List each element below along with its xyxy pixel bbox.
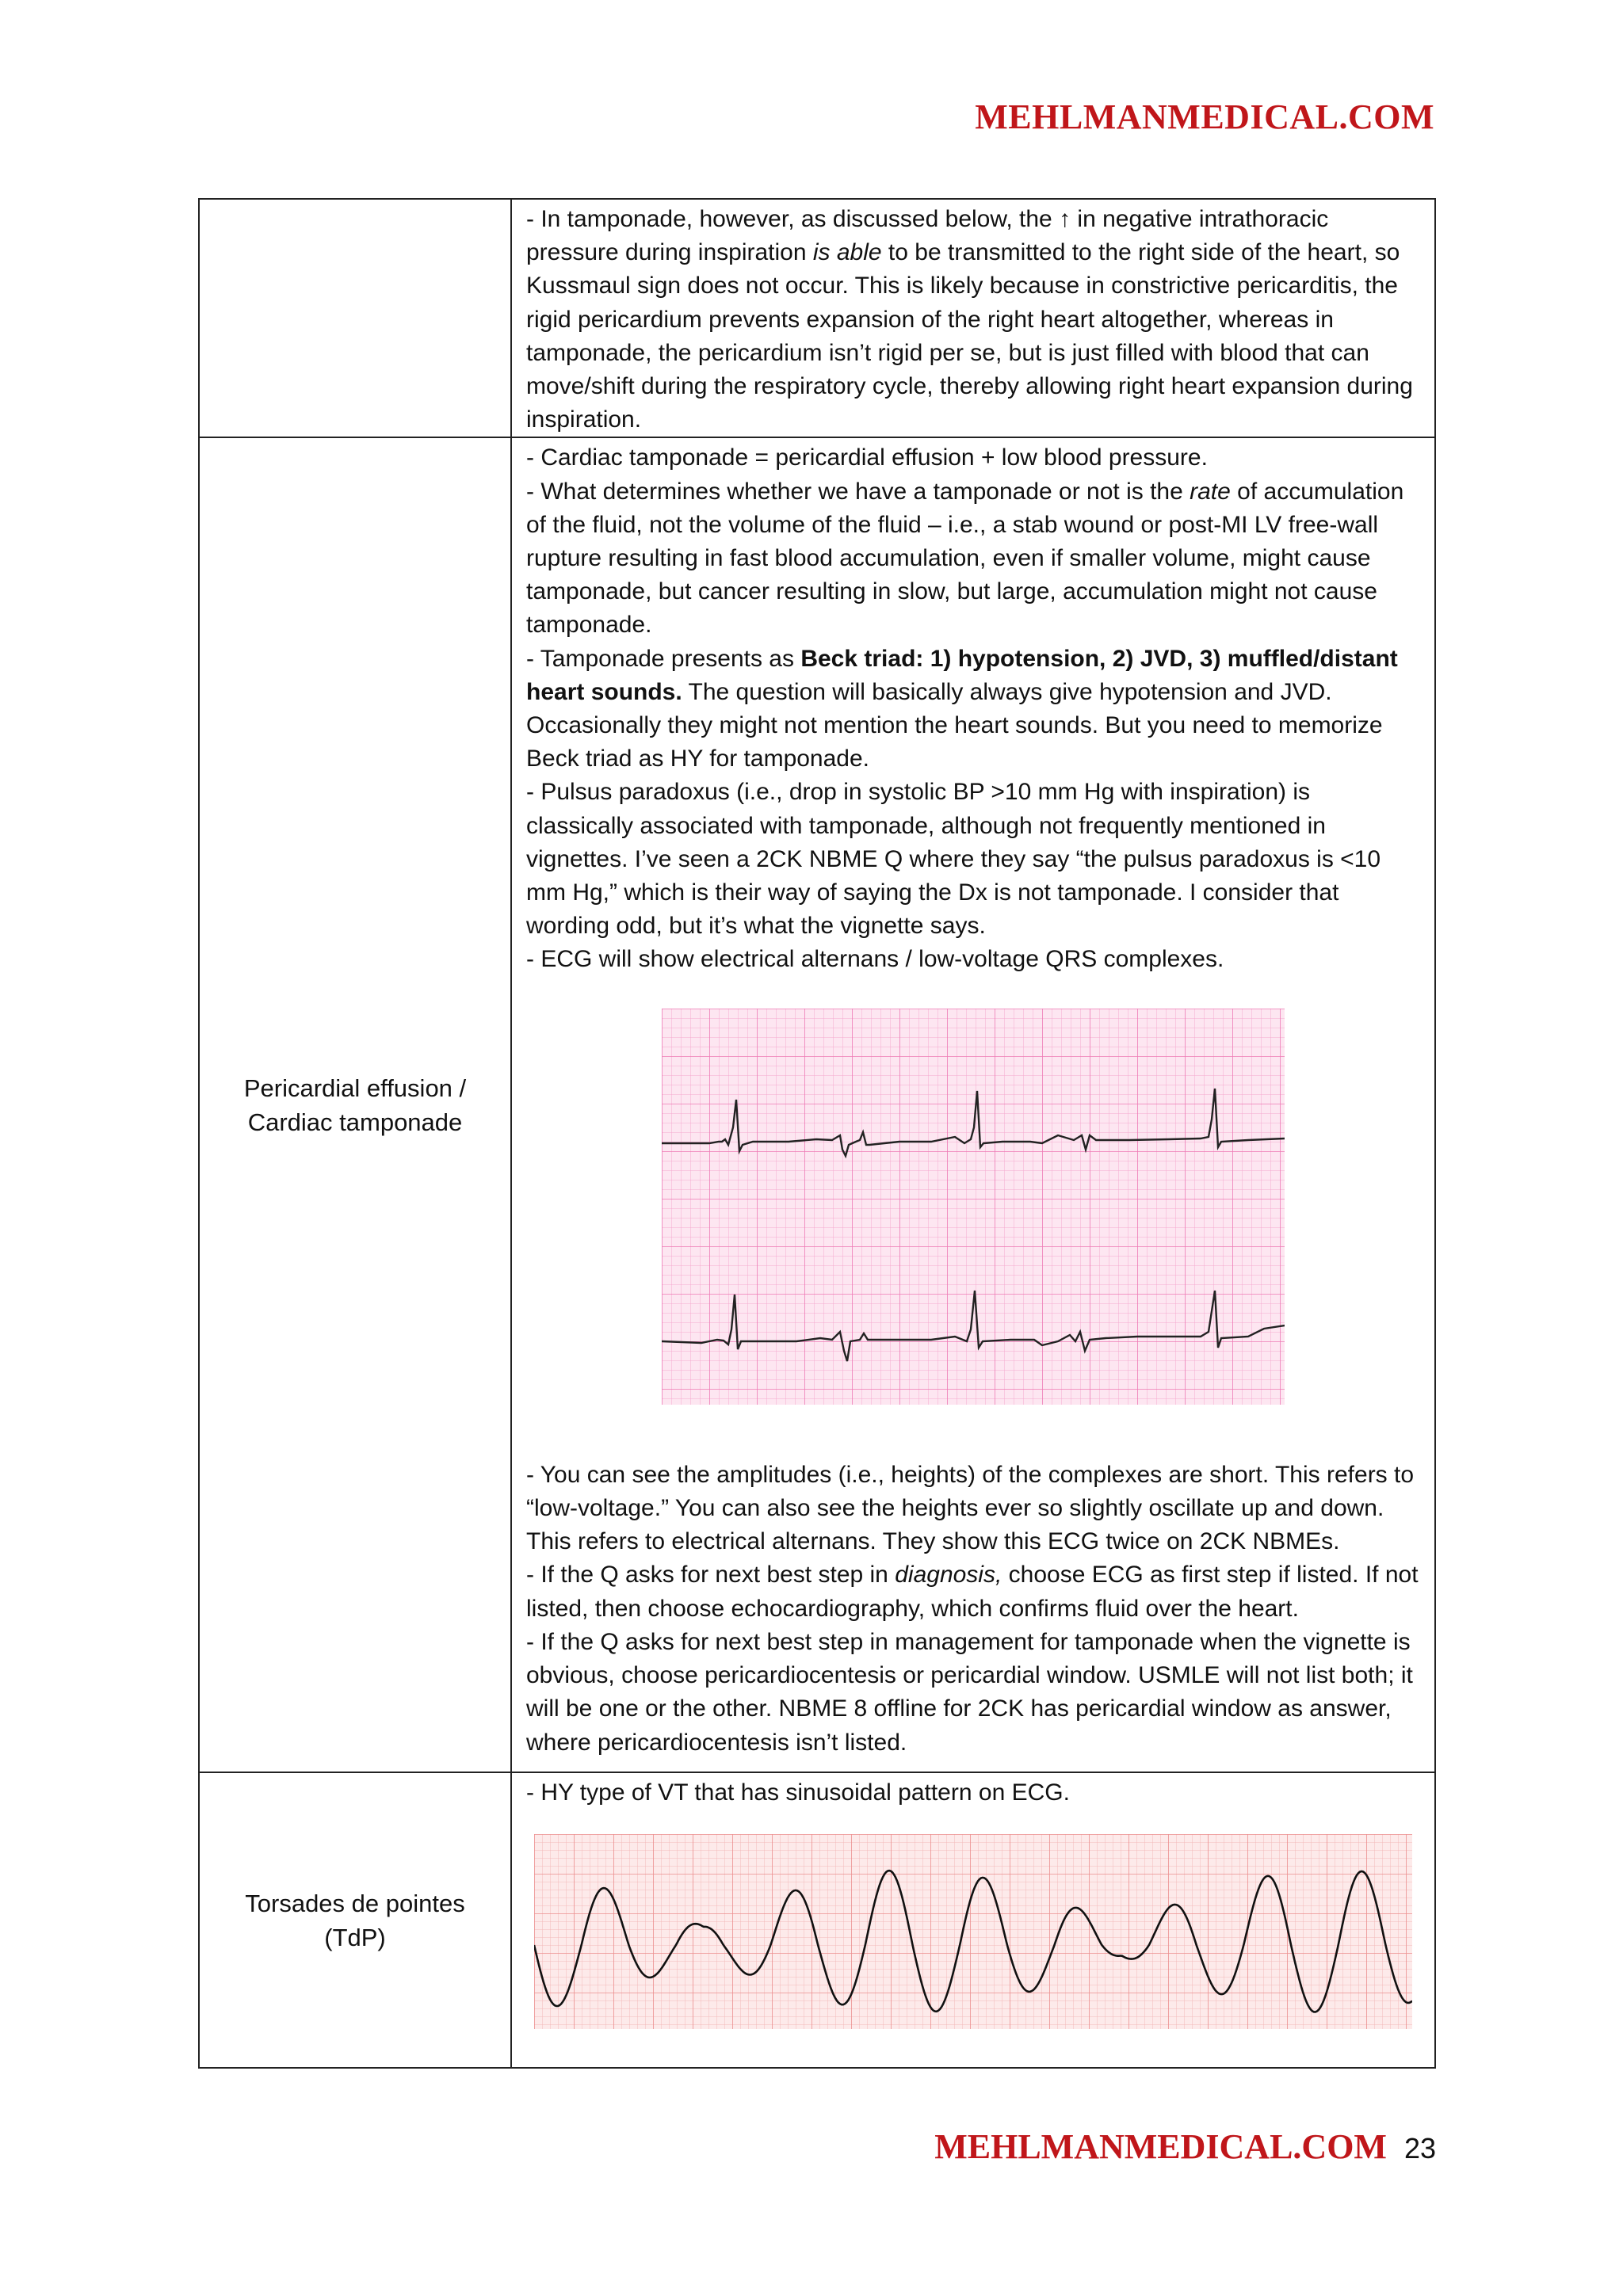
paragraph: - Pulsus paradoxus (i.e., drop in systolic BP >10 mm Hg with inspiration) is classically associated with tamponade, although not frequently mentioned in vignettes. I’ve seen a 2CK NBME Q where they say “the pulsus paradoxus is <10 mm Hg,” which is their way of saying the Dx is not tamponade. I consider that wording odd, but it’s what the vignette says. [526,779,1381,940]
footer [934,2126,1436,2167]
paragraph: - If the Q asks for next best step in management for tamponade when the vignette is obvious, choose pericardiocentesis or pericardial window. USMLE will not list both; it will be one or the other. NBME 8 offline for 2CK has pericardial window as answer, where pericardiocentesis isn’t listed. [526,1628,1413,1756]
paragraph: - HY type of VT that has sinusoidal pattern on ECG. [526,1779,1070,1806]
paragraph: - Cardiac tamponade = pericardial effusion + low blood pressure. [526,444,1208,471]
row-label-line: Torsades de pointes [245,1889,465,1917]
footer-brand: MEHLMANMEDICAL.COM [934,2127,1387,2166]
row-content [511,199,1435,437]
row-label-pericardial [199,437,511,1772]
paragraph: - You can see the amplitudes (i.e., heights) of the complexes are short. This refers to “low-voltage.” You can also see the heights ever so slightly oscillate up and down. This refers to electrical alternans. They show this ECG twice on 2CK NBMEs. [526,1461,1415,1555]
row-label-torsades [199,1772,511,2068]
header-brand: MEHLMANMEDICAL.COM [975,97,1434,136]
paragraph: - If the Q asks for next best step in diagnosis, choose ECG as first step if listed. If not listed, then choose echocardiography, which confirms fluid over the heart. [526,1562,1419,1622]
paragraph: - In tamponade, however, as discussed below, the ↑ in negative intrathoracic pressure during inspiration is able to be transmitted to the right side of the heart, so Kussmaul sign does not occur. This is likely because in constrictive pericarditis, the rigid pericardium prevents expansion of the right heart altogether, whereas in tamponade, the pericardium isn’t rigid per se, but is just filled with blood that can move/shift during the respiratory cycle, thereby allowing right heart expansion during inspiration. [526,206,1413,433]
paragraph: - ECG will show electrical alternans / low-voltage QRS complexes. [526,946,1224,973]
paragraph: - Tamponade presents as Beck triad: 1) hypotension, 2) JVD, 3) muffled/distant heart sounds. The question will basically always give hypotension and JVD. Occasionally they might not mention the heart sounds. But you need to memorize Beck triad as HY for tamponade. [526,645,1398,772]
row-label-line: (TdP) [324,1923,386,1951]
page-number: 23 [1403,2132,1436,2164]
ecg-image-low-voltage [662,1009,1285,1405]
table-row [199,199,1435,437]
row-content [511,1772,1435,2068]
row-label-line: Pericardial effusion / [243,1074,467,1102]
row-label-empty [199,199,511,437]
table-row [199,1772,1435,2068]
table-row [199,437,1435,1772]
ecg-figure-alternans [526,1009,1420,1414]
ecg-image-torsades [534,1834,1412,2029]
row-content [511,437,1435,1772]
ecg-figure-torsades [534,1834,1420,2039]
row-label-line: Cardiac tamponade [247,1108,463,1136]
paragraph: - What determines whether we have a tamponade or not is the rate of accumulation of the fluid, not the volume of the fluid – i.e., a stab wound or post-MI LV free-wall rupture resulting in fast blood accumulation, even if smaller volume, might cause tamponade, but cancer resulting in slow, but large, accumulation might not cause tamponade. [526,478,1404,639]
notes-table [198,198,1436,2069]
